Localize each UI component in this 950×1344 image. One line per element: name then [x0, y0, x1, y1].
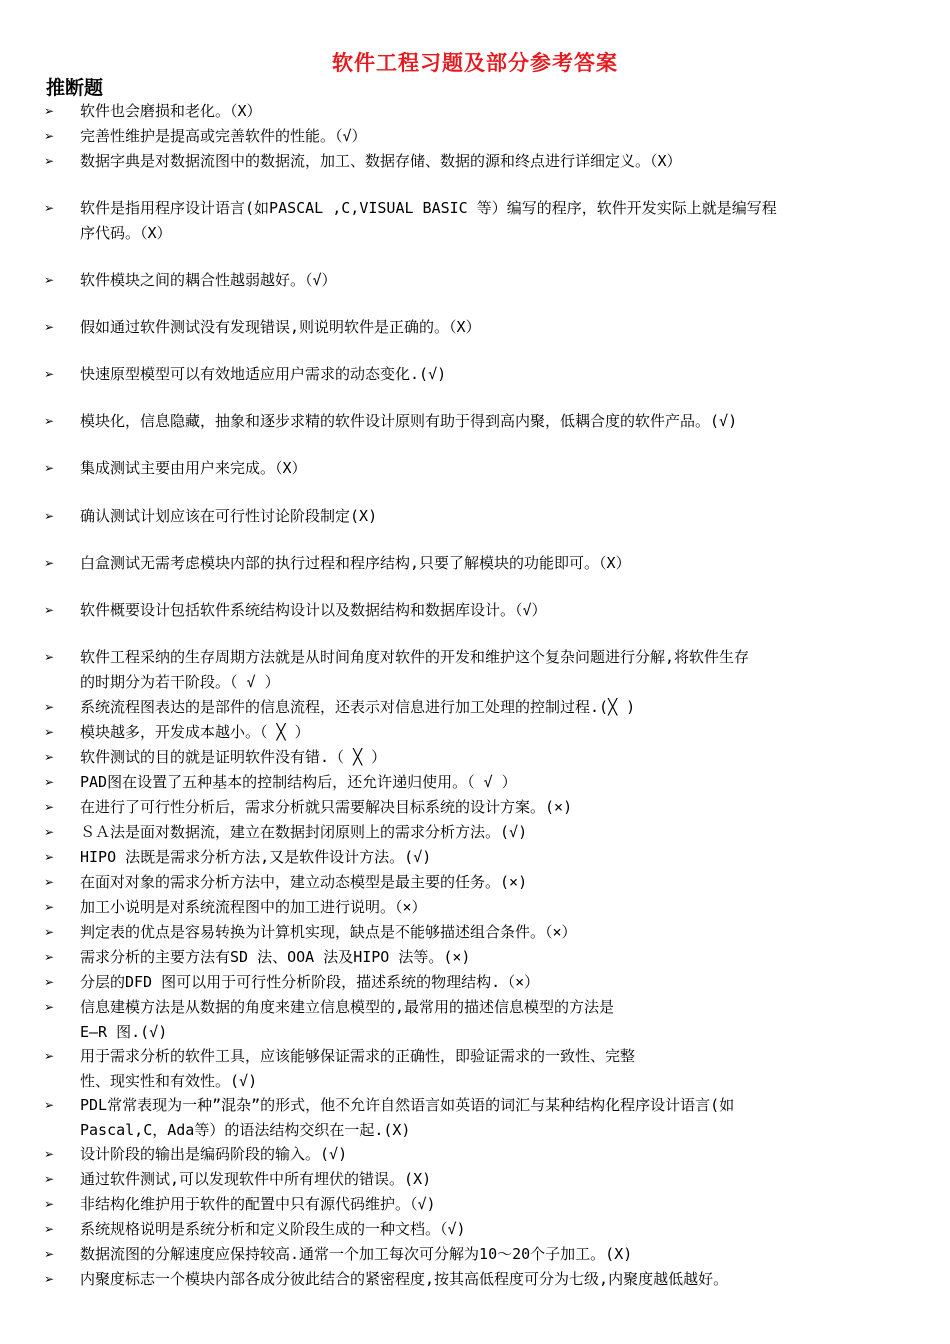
question-line: 系统流程图表达的是部件的信息流程，还表示对信息进行加工处理的控制过程.(╳ ) — [80, 698, 636, 716]
bullet-arrow-icon: ➢ — [44, 900, 55, 914]
bullet-arrow-icon: ➢ — [44, 750, 55, 764]
question-line: PAD图在设置了五种基本的控制结构后，还允许递归使用。（ √ ） — [80, 773, 517, 791]
bullet-arrow-icon: ➢ — [44, 700, 55, 714]
question-text — [80, 970, 915, 995]
question-line: Pascal,C，Ada等）的语法结构交织在一起.(X) — [80, 1121, 411, 1139]
bullet-arrow-icon: ➢ — [44, 725, 55, 739]
bullet-arrow-icon: ➢ — [44, 104, 55, 118]
question-text — [80, 456, 915, 481]
question-text — [80, 870, 915, 895]
question-text — [80, 99, 915, 124]
question-line: 假如通过软件测试没有发现错误,则说明软件是正确的。（X） — [80, 318, 481, 336]
question-text — [80, 695, 915, 720]
question-text — [80, 995, 915, 1045]
question-text — [80, 409, 915, 434]
question-text — [80, 1093, 915, 1143]
question-line: 数据字典是对数据流图中的数据流，加工、数据存储、数据的源和终点进行详细定义。（X） — [80, 152, 682, 170]
bullet-arrow-icon: ➢ — [44, 875, 55, 889]
question-text — [80, 895, 915, 920]
question-line: 设计阶段的输出是编码阶段的输入。(√) — [80, 1145, 348, 1163]
bullet-arrow-icon: ➢ — [44, 461, 55, 475]
question-line: 非结构化维护用于软件的配置中只有源代码维护。（√) — [80, 1195, 436, 1213]
question-line: 软件是指用程序设计语言(如PASCAL ,C,VISUAL BASIC 等）编写的程序，软件开发实际上就是编写程 — [80, 199, 777, 217]
bullet-arrow-icon: ➢ — [44, 1222, 55, 1236]
question-line: 软件模块之间的耦合性越弱越好。（√） — [80, 271, 337, 289]
question-line: 需求分析的主要方法有SD 法、OOA 法及HIPO 法等。(×) — [80, 948, 471, 966]
question-text — [80, 196, 915, 246]
question-text — [80, 1267, 915, 1292]
question-line: 完善性维护是提高或完善软件的性能。（√） — [80, 127, 367, 145]
question-line: HIPO 法既是需求分析方法,又是软件设计方法。(√) — [80, 848, 432, 866]
question-line: 模块越多，开发成本越小。（ ╳ ） — [80, 723, 310, 741]
question-text — [80, 920, 915, 945]
question-text — [80, 820, 915, 845]
question-line: 在进行了可行性分析后，需求分析就只需要解决目标系统的设计方案。(×) — [80, 798, 573, 816]
bullet-arrow-icon: ➢ — [44, 1147, 55, 1161]
bullet-arrow-icon: ➢ — [44, 850, 55, 864]
question-line: 通过软件测试,可以发现软件中所有埋伏的错误。(X) — [80, 1170, 432, 1188]
question-text — [80, 795, 915, 820]
question-line: 加工小说明是对系统流程图中的加工进行说明。（×） — [80, 898, 427, 916]
question-text — [80, 645, 915, 695]
bullet-arrow-icon: ➢ — [44, 509, 55, 523]
question-line: 集成测试主要由用户来完成。（X） — [80, 459, 307, 477]
question-line: PDL常常表现为一种”混杂”的形式，他不允许自然语言如英语的词汇与某种结构化程序设计语言(如 — [80, 1096, 735, 1114]
question-line: 白盒测试无需考虑模块内部的执行过程和程序结构,只要了解模块的功能即可。（X） — [80, 554, 631, 572]
question-text — [80, 770, 915, 795]
bullet-arrow-icon: ➢ — [44, 1247, 55, 1261]
question-text — [80, 124, 915, 149]
question-line: ＳＡ法是面对数据流，建立在数据封闭原则上的需求分析方法。(√) — [80, 823, 528, 841]
bullet-arrow-icon: ➢ — [44, 1272, 55, 1286]
question-text — [80, 1192, 915, 1217]
bullet-arrow-icon: ➢ — [44, 129, 55, 143]
bullet-arrow-icon: ➢ — [44, 273, 55, 287]
question-line: 系统规格说明是系统分析和定义阶段生成的一种文档。（√) — [80, 1220, 466, 1238]
bullet-arrow-icon: ➢ — [44, 775, 55, 789]
question-line: 快速原型模型可以有效地适应用户需求的动态变化.(√) — [80, 365, 447, 383]
question-line: 分层的DFD 图可以用于可行性分析阶段，描述系统的物理结构.（×） — [80, 973, 540, 991]
question-line: 模块化，信息隐藏，抽象和逐步求精的软件设计原则有助于得到高内聚，低耦合度的软件产品。(√) — [80, 412, 738, 430]
bullet-arrow-icon: ➢ — [44, 154, 55, 168]
question-line: 信息建模方法是从数据的角度来建立信息模型的,最常用的描述信息模型的方法是 — [80, 998, 615, 1016]
bullet-arrow-icon: ➢ — [44, 201, 55, 215]
question-text — [80, 720, 915, 745]
question-text — [80, 1044, 915, 1094]
bullet-arrow-icon: ➢ — [44, 1000, 55, 1014]
bullet-arrow-icon: ➢ — [44, 925, 55, 939]
bullet-arrow-icon: ➢ — [44, 800, 55, 814]
question-line: 在面对对象的需求分析方法中，建立动态模型是最主要的任务。(×) — [80, 873, 528, 891]
bullet-arrow-icon: ➢ — [44, 1049, 55, 1063]
question-text — [80, 945, 915, 970]
question-line: 序代码。（X） — [80, 224, 172, 242]
question-text — [80, 551, 915, 576]
question-text — [80, 1167, 915, 1192]
bullet-arrow-icon: ➢ — [44, 950, 55, 964]
question-text — [80, 845, 915, 870]
question-text — [80, 149, 915, 174]
question-line: 软件也会磨损和老化。（X） — [80, 102, 262, 120]
question-line: 用于需求分析的软件工具，应该能够保证需求的正确性，即验证需求的一致性、完整 — [80, 1047, 636, 1065]
question-text — [80, 315, 915, 340]
bullet-arrow-icon: ➢ — [44, 603, 55, 617]
question-text — [80, 1242, 915, 1267]
bullet-arrow-icon: ➢ — [44, 367, 55, 381]
bullet-arrow-icon: ➢ — [44, 556, 55, 570]
question-line: 确认测试计划应该在可行性讨论阶段制定(X) — [80, 507, 378, 525]
question-text — [80, 598, 915, 623]
question-text — [80, 268, 915, 293]
bullet-arrow-icon: ➢ — [44, 1098, 55, 1112]
question-line: 性、现实性和有效性。(√) — [80, 1072, 258, 1090]
question-line: 软件概要设计包括软件系统结构设计以及数据结构和数据库设计。（√） — [80, 601, 547, 619]
question-text — [80, 504, 915, 529]
bullet-arrow-icon: ➢ — [44, 825, 55, 839]
question-line: 的时期分为若干阶段。（ √ ） — [80, 673, 280, 691]
question-line: E—R 图.(√) — [80, 1023, 168, 1041]
bullet-arrow-icon: ➢ — [44, 320, 55, 334]
question-text — [80, 1217, 915, 1242]
question-text — [80, 745, 915, 770]
question-line: 软件测试的目的就是证明软件没有错.（ ╳ ） — [80, 748, 387, 766]
question-line: 内聚度标志一个模块内部各成分彼此结合的紧密程度,按其高低程度可分为七级,内聚度越低越好。 — [80, 1270, 729, 1288]
section-heading: 推断题 — [46, 77, 104, 99]
bullet-arrow-icon: ➢ — [44, 1172, 55, 1186]
question-text — [80, 1142, 915, 1167]
bullet-arrow-icon: ➢ — [44, 975, 55, 989]
bullet-arrow-icon: ➢ — [44, 1197, 55, 1211]
question-line: 数据流图的分解速度应保持较高.通常一个加工每次可分解为10～20个子加工。(X) — [80, 1245, 633, 1263]
question-line: 软件工程采纳的生存周期方法就是从时间角度对软件的开发和维护这个复杂问题进行分解,将软件生存 — [80, 648, 750, 666]
question-text — [80, 362, 915, 387]
question-line: 判定表的优点是容易转换为计算机实现，缺点是不能够描述组合条件。（×） — [80, 923, 577, 941]
document-title: 软件工程习题及部分参考答案 — [332, 51, 618, 75]
bullet-arrow-icon: ➢ — [44, 650, 55, 664]
bullet-arrow-icon: ➢ — [44, 414, 55, 428]
